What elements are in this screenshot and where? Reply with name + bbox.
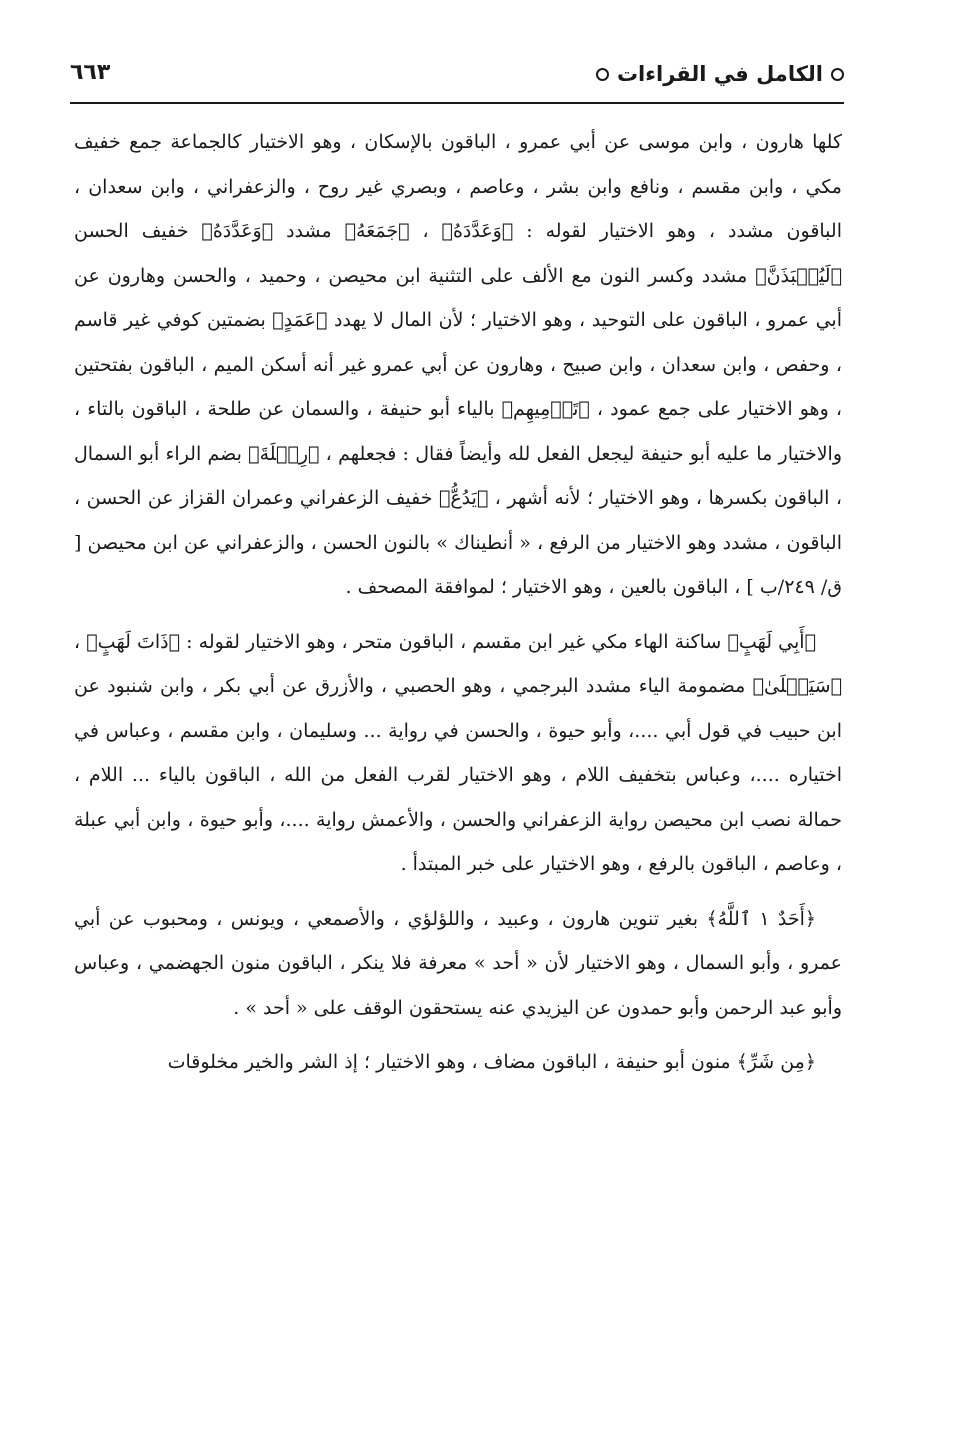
paragraph-2: ﴿أَبِي لَهَبٍ﴾ ساكنة الهاء مكي غير ابن مقسم ، الباقون متحر ، وهو الاختيار لقوله : ﴿ذَاتَ لَهَبٍ﴾ ، ﴿سَيَصۡلَىٰ﴾ مضمومة الياء مشدد البرجمي ، وهو الحصبي ، والأزرق عن أبي بكر ، وابن شنبود عن ابن حبيب في قول أبي ....، وأبو حيوة ، والحسن في رواية ... وسليمان ، وابن مقسم ، وعباس في اختياره ....، وعباس بتخفيف اللام ، وهو الاختيار لقرب الفعل من الله ، الباقون بالياء ... اللام ، حمالة نصب ابن محيصن رواية الزعفراني والحسن ، والأعمش رواية ....، وأبو حيوة ، وابن أبي عبلة ، وعاصم ، الباقون بالرفع ، وهو الاختيار على خبر المبتدأ . — [74, 630, 842, 875]
circle-ornament-icon — [596, 68, 609, 81]
circle-ornament-icon — [831, 68, 844, 81]
header-divider — [70, 102, 844, 104]
paragraph-4: ﴿مِن شَرِّ﴾ منون أبو حنيفة ، الباقون مضاف ، وهو الاختيار ؛ إذ الشر والخير مخلوقات — [167, 1051, 816, 1073]
running-title — [596, 62, 844, 86]
paragraph-3: ﴿أَحَدٌ ١ ٱللَّهُ﴾ بغير تنوين هارون ، وعبيد ، واللؤلؤي ، والأصمعي ، ويونس ، ومحبوب عن أبي عمرو ، وأبو السمال ، وهو الاختيار لأن « أحد » معرفة فلا ينكر ، الباقون منون الجهضمي ، وعباس وأبو عبد الرحمن وأبو حمدون عن اليزيدي عنه يستحقون الوقف على « أحد » . — [74, 907, 842, 1019]
paragraph-1: كلها هارون ، وابن موسى عن أبي عمرو ، الباقون بالإسكان ، وهو الاختيار كالجماعة جمع خفيف مكي ، وابن مقسم ، ونافع وابن بشر ، وعاصم ، وبصري غير روح ، والزعفراني ، وابن سعدان ، الباقون مشدد ، وهو الاختيار لقوله : ﴿وَعَدَّدَهُ﴾ ، ﴿جَمَعَهُ﴾ مشدد ﴿وَعَدَّدَهُ﴾ خفيف الحسن ﴿لَيُنۢبَذَنَّ﴾ مشدد وكسر النون مع الألف على التثنية ابن محيصن ، وحميد ، والحسن وهارون عن أبي عمرو ، الباقون على التوحيد ، وهو الاختيار ؛ لأن المال لا يهدد ﴿عَمَدٍ﴾ بضمتين كوفي غير قاسم ، وحفص ، وابن سعدان ، وابن صبيح ، وهارون عن أبي عمرو غير أنه أسكن الميم ، الباقون بفتحتين ، وهو الاختيار على جمع عمود ، ﴿تَرۡمِيهِم﴾ بالياء أبو حنيفة ، والسمان عن طلحة ، الباقون بالتاء ، والاختيار ما عليه أبو حنيفة ليجعل الفعل لله وأيضاً فقال : فجعلهم ، ﴿رِحۡلَةَ﴾ بضم الراء أبو السمال ، الباقون بكسرها ، وهو الاختيار ؛ لأنه أشهر ، ﴿يَدُعُّ﴾ خفيف الزعفراني وعمران القزاز عن الحسن ، الباقون ، مشدد وهو الاختيار من الرفع ، « أنطيناك » بالنون الحسن ، والزعفراني عن ابن محيصن [ ق/ ٢٤٩/ب ] ، الباقون بالعين ، وهو الاختيار ؛ لموافقة المصحف . — [74, 131, 842, 598]
page-number: ٦٦٣ — [70, 60, 111, 85]
page-header — [70, 58, 844, 102]
running-title-text: الكامل في القراءات — [616, 62, 823, 86]
main-text — [74, 120, 842, 1085]
